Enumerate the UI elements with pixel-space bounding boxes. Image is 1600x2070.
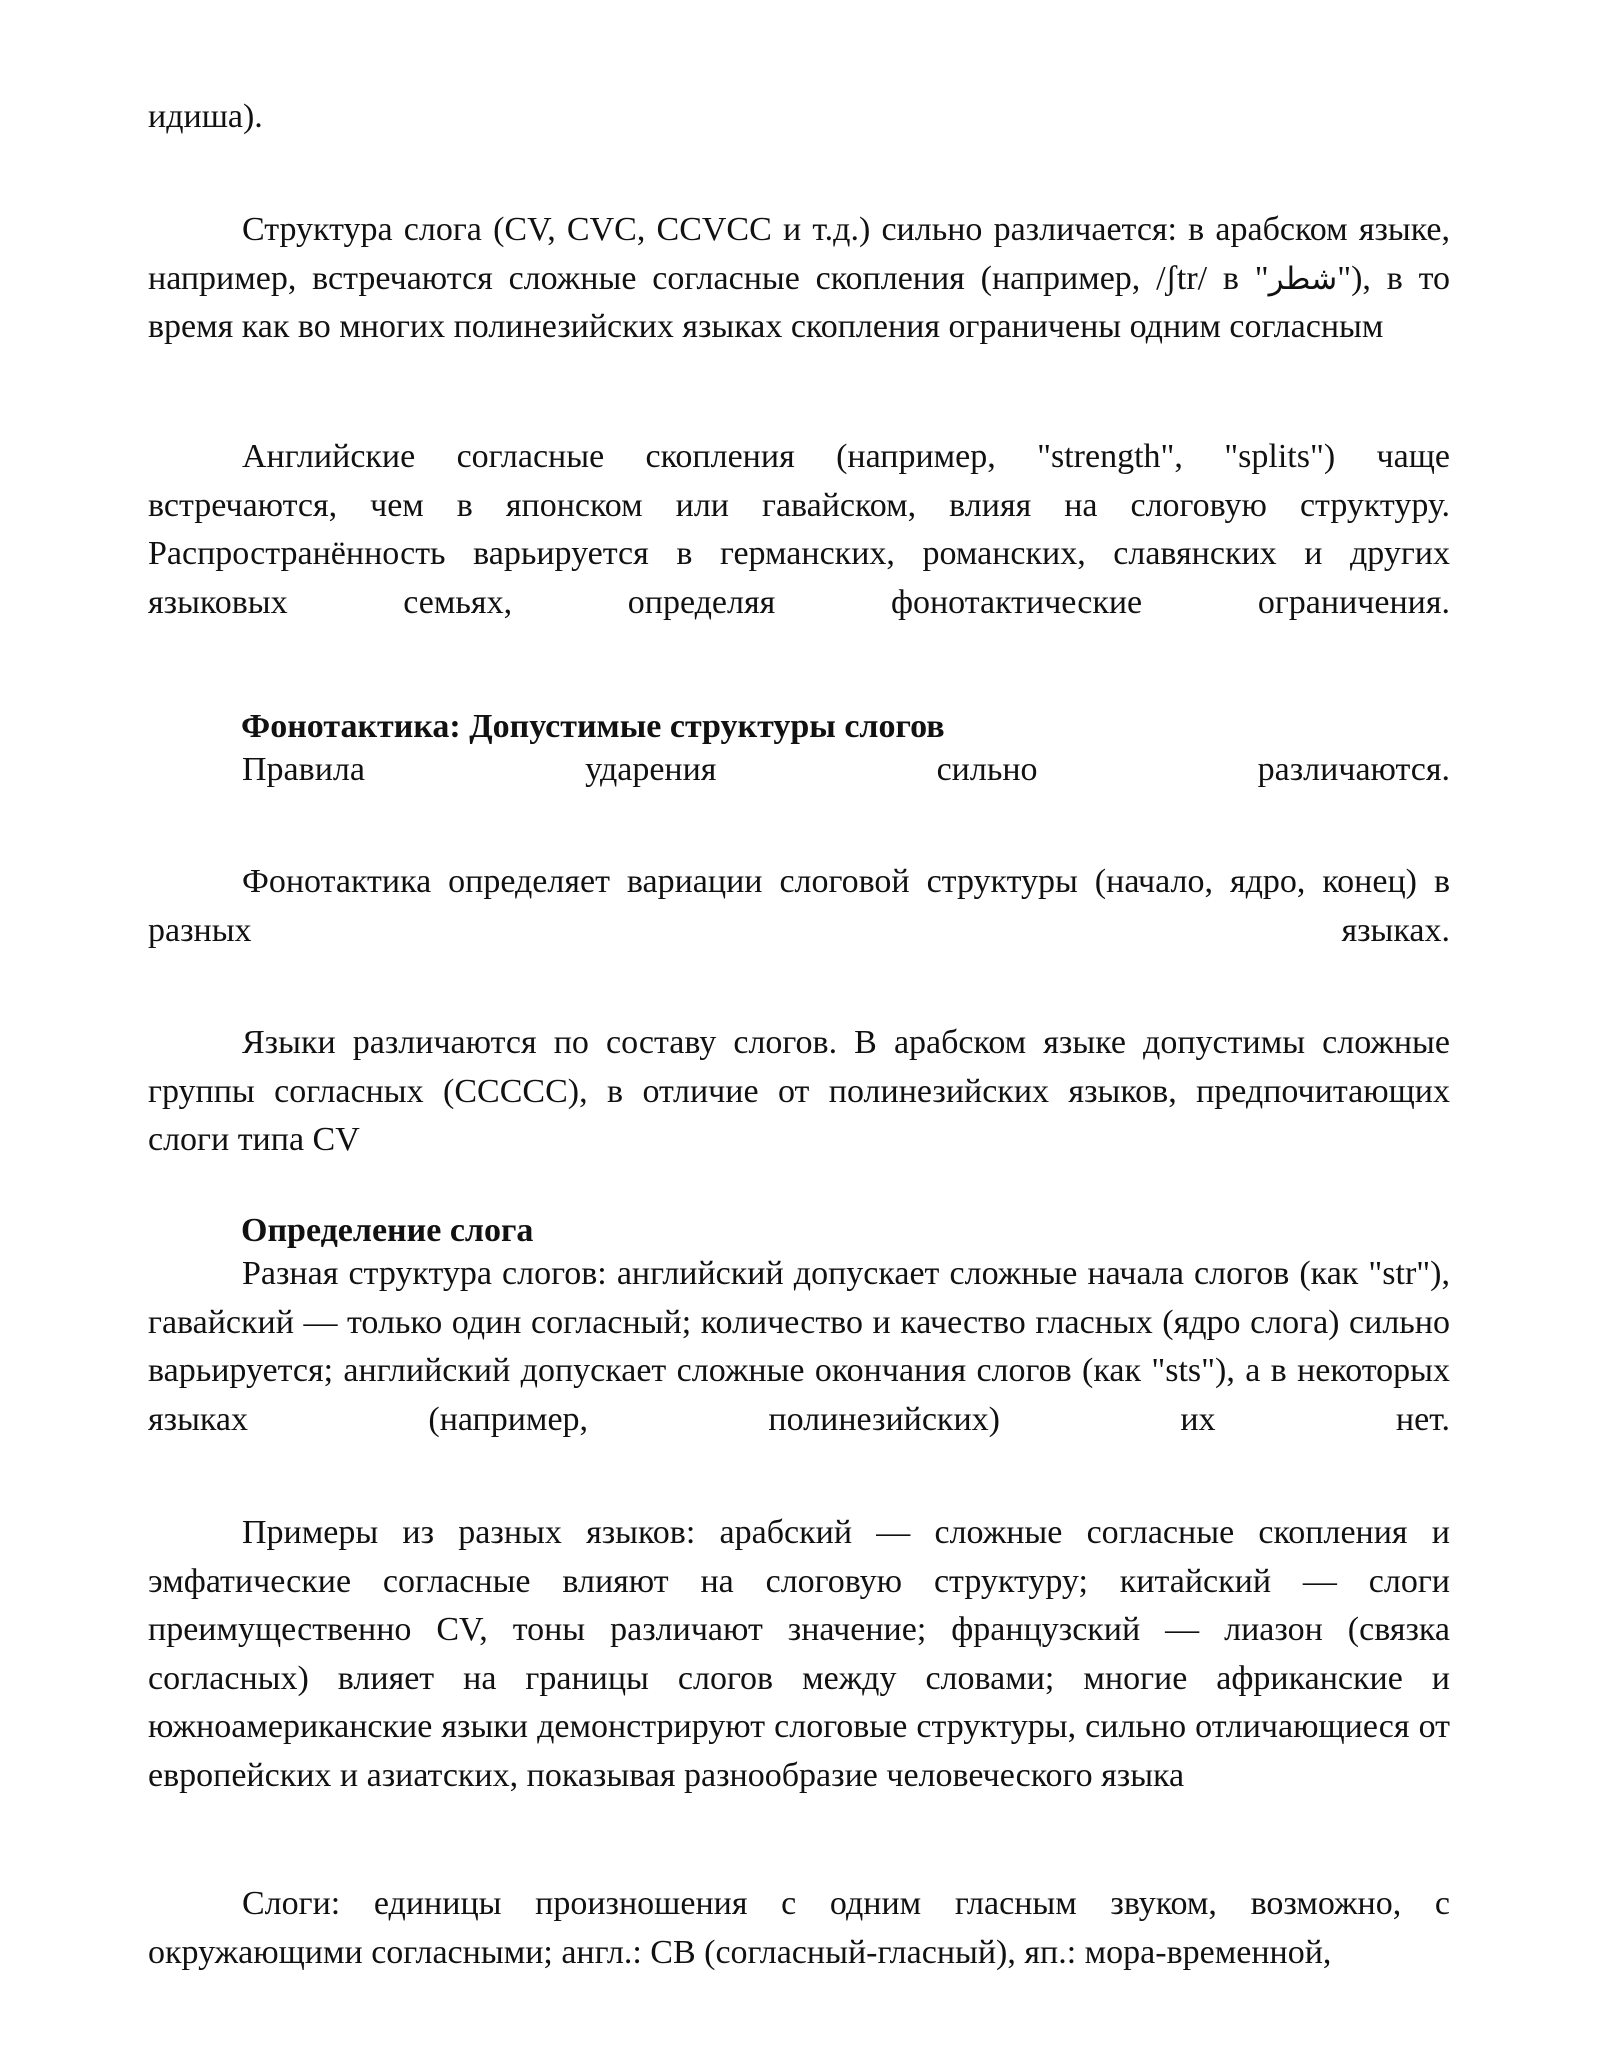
paragraph-syllable-structure — [148, 206, 1450, 352]
paragraph-text: Структура слога (CV, CVC, CCVCC и т.д.) сильно различается: в арабском языке, например, встречаются сложные согласные скопления (например, /ʃtr/ в " — [148, 211, 1450, 297]
paragraph-language-examples: Примеры из разных языков: арабский — сложные согласные скопления и эмфатические согласные влияют на слоговую структуру; китайский — слоги преимущественно CV, тоны различают значение; французский — лиазон (связка согласных) влияет на границы слогов между словами; многие африканские и южноамериканские языки демонстрируют слоговые структуры, сильно отличающиеся от европейских и азиатских, показывая разнообразие человеческого языка — [148, 1514, 1450, 1794]
paragraph-text: "), в то время как во многих полинезийских языках скопления ограничены одним согласным — [148, 259, 1450, 345]
paragraph-phonotactics-definition: Фонотактика определяет вариации слоговой структуры (начало, ядро, конец) в разных языках. — [148, 863, 1450, 949]
section-heading-syllable-definition: Определение слога — [241, 1212, 534, 1249]
paragraph-syllable-composition: Языки различаются по составу слогов. В арабском языке допустимы сложные группы согласных (CCCCC), в отличие от полинезийских языков, предпочитающих слоги типа CV — [148, 1024, 1450, 1158]
paragraph-syllable-structures: Разная структура слогов: английский допускает сложные начала слогов (как "str"), гавайский — только один согласный; количество и качество гласных (ядро слога) сильно варьируется; английский допускает сложные окончания слогов (как "sts"), а в некоторых языках (например, полинезийских) их нет. — [148, 1255, 1450, 1438]
paragraph-syllables: Слоги: единицы произношения с одним гласным звуком, возможно, с окружающими согласными; англ.: СВ (согласный-гласный), яп.: мора-временной, — [148, 1885, 1450, 1971]
paragraph-english-clusters: Английские согласные скопления (например, "strength", "splits") чаще встречаются, чем в японском или гавайском, влияя на слоговую структуру. Распространённость варьируется в германских, романских, славянских и других языковых семьях, определяя фонотактические ограничения. — [148, 438, 1450, 621]
paragraph-stress-rules: Правила ударения сильно различаются. — [242, 751, 1450, 788]
paragraph-fragment: идиша). — [148, 98, 263, 135]
section-heading-phonotactics: Фонотактика: Допустимые структуры слогов — [241, 708, 945, 745]
arabic-word: شطر — [1268, 260, 1338, 297]
